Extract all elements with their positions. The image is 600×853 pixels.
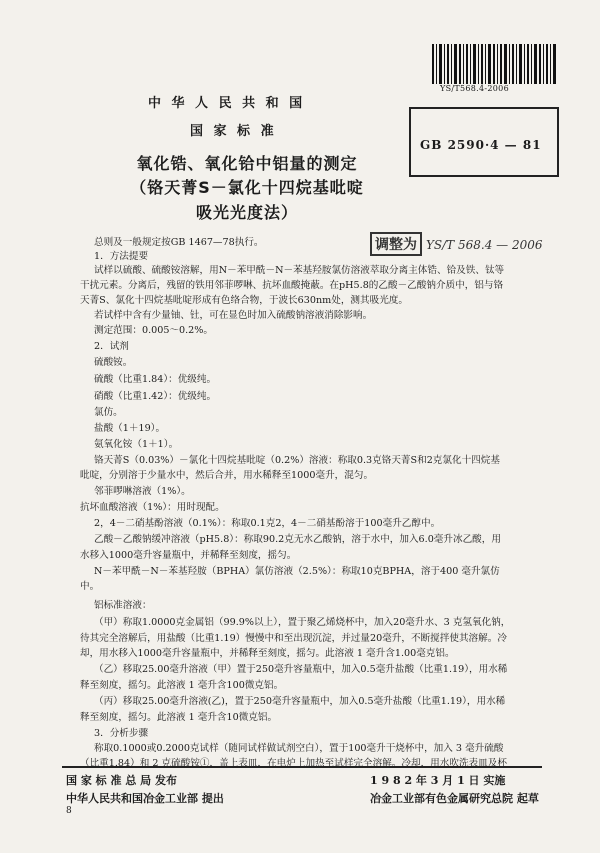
text-line: 邻菲啰啉溶液（1%）。 bbox=[94, 486, 191, 497]
text-line: 天菁S、氯化十四烷基吡啶形成有色络合物，于波长630nm处，测其吸光度。 bbox=[80, 295, 408, 306]
text-line: 乙酸－乙酸钠缓冲溶液（pH5.8）：称取90.2克无水乙酸钠，溶于水中，加入6.0毫升冰乙酸，用 bbox=[94, 534, 501, 545]
text-line: 水移入1000毫升容量瓶中，并稀释至刻度，摇匀。 bbox=[80, 550, 297, 561]
text-line: 待其完全溶解后，用盐酸（比重1.19）慢慢中和至出现沉淀，并过量20毫升，不断搅拌使其溶解。冷 bbox=[80, 633, 507, 644]
section-heading: 2．试剂 bbox=[94, 341, 129, 352]
text-line: 抗坏血酸溶液（1%）：用时现配。 bbox=[80, 502, 225, 513]
text-line: （乙）移取25.00毫升溶液（甲）置于250毫升容量瓶中，加入0.5毫升盐酸（比重1.19），用水稀 bbox=[94, 664, 508, 675]
text-line: 测定范围：0.005～0.2%。 bbox=[94, 325, 213, 336]
text-line: 总则及一般规定按GB 1467—78执行。 bbox=[94, 237, 264, 248]
section-heading: 3．分析步骤 bbox=[94, 728, 149, 739]
title-line-3: 吸光光度法） bbox=[195, 203, 298, 222]
barcode-code: YS/T568.4-2006 bbox=[440, 84, 509, 93]
text-line: N－苯甲酰－N－苯基羟胺（BPHA）氯仿溶液（2.5%）：称取10克BPHA，溶于400 毫升氯仿 bbox=[94, 566, 500, 577]
adjustment-stamp: 调整为 bbox=[370, 232, 422, 256]
text-line: 硫酸（比重1.84）：优级纯。 bbox=[94, 374, 217, 385]
text-line: 氯仿。 bbox=[94, 407, 123, 418]
text-line: 若试样中含有少量铀、钍，可在显色时加入硫酸钠溶液消除影响。 bbox=[94, 310, 373, 321]
title-line-2: （铬天菁S－氯化十四烷基吡啶 bbox=[130, 178, 364, 197]
text-line: （丙）移取25.00毫升溶液(乙)，置于250毫升容量瓶中，加入0.5毫升盐酸（比重1.19），用水稀 bbox=[94, 696, 506, 707]
text-line: 释至刻度，摇匀。此溶液 1 毫升含100微克铝。 bbox=[80, 680, 284, 691]
text-line: 吡啶，分别溶于少量水中，然后合并，用水稀释至1000毫升，混匀。 bbox=[80, 470, 374, 481]
standard-number: GB 2590·4 — 81 bbox=[420, 138, 542, 152]
text-line: 铬天菁S（0.03%）－氯化十四烷基吡啶（0.2%）溶液：称取0.3克铬天菁S和2克氯化十四烷基 bbox=[94, 455, 500, 466]
title-line-1: 氧化锆、氧化铪中铝量的测定 bbox=[136, 154, 358, 173]
text-line: 称取0.1000或0.2000克试样（随同试样做试剂空白），置于100毫升干烧杯中，加入 3 毫升硫酸 bbox=[94, 743, 504, 754]
text-line: （比重1.84）和 2 克硫酸铵①，盖上表皿，在电炉上加热至试样完全溶解。冷却，用水吹洗表皿及杯 bbox=[80, 758, 507, 769]
country-name: 中 华 人 民 共 和 国 bbox=[148, 96, 306, 111]
footer-divider bbox=[62, 766, 542, 768]
text-line: 盐酸（1＋19）。 bbox=[94, 423, 166, 434]
text-line: 释至刻度，摇匀。此溶液 1 毫升含10微克铝。 bbox=[80, 712, 278, 723]
text-line: 中。 bbox=[80, 581, 100, 592]
text-line: 试样以硫酸、硫酸铵溶解，用N－苯甲酰－N－苯基羟胺氯仿溶液萃取分离主体锆、铪及铁、钛等 bbox=[94, 265, 505, 276]
drafter: 冶金工业部有色金属研究总院 起草 bbox=[370, 792, 539, 805]
text-line: 硫酸铵。 bbox=[94, 357, 133, 368]
proposer: 中华人民共和国冶金工业部 提出 bbox=[66, 792, 224, 805]
text-line: 却，用水移入1000毫升容量瓶中，并稀释至刻度，摇匀。此溶液 1 毫升含1.00毫克铝。 bbox=[80, 648, 455, 659]
text-line: 硝酸（比重1.42）：优级纯。 bbox=[94, 391, 217, 402]
barcode bbox=[432, 44, 558, 84]
handwritten-new-number: YS/T 568.4 — 2006 bbox=[426, 238, 543, 252]
text-line: （甲）称取1.0000克金属铝（99.9%以上），置于聚乙烯烧杯中，加入20毫升水、3 克氢氧化钠， bbox=[94, 617, 511, 628]
page-number: 8 bbox=[66, 806, 72, 816]
national-standard-label: 国 家 标 准 bbox=[190, 124, 277, 139]
text-line: 铝标准溶液： bbox=[94, 600, 152, 611]
text-line: 氨氧化铵（1＋1）。 bbox=[94, 439, 179, 450]
text-line: 2，4－二硝基酚溶液（0.1%）：称取0.1克2，4－二硝基酚溶于100毫升乙醇中。 bbox=[94, 518, 441, 529]
adjustment-note bbox=[370, 232, 543, 256]
issuer: 国 家 标 准 总 局 发布 bbox=[66, 774, 177, 787]
date-issued: 1 9 8 2 年 3 月 1 日 实施 bbox=[370, 774, 506, 787]
section-heading: 1．方法提要 bbox=[94, 251, 149, 262]
text-line: 干扰元素。分离后，残留的铁用邻菲啰啉、抗坏血酸掩蔽。在pH5.8的乙酸－乙酸钠介质中，铝与铬 bbox=[80, 280, 504, 291]
